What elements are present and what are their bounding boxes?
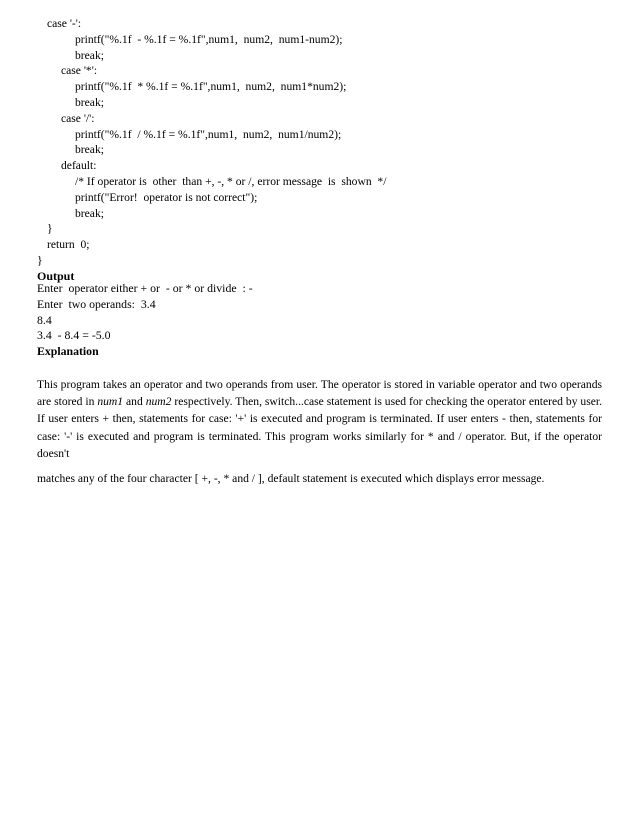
variable-name: num2 xyxy=(145,395,172,409)
code-line: break; xyxy=(75,95,104,109)
code-line: case '*': xyxy=(61,64,98,78)
code-line: printf("%.1f * %.1f = %.1f",num1, num2, num1*num2); xyxy=(75,80,347,94)
code-line: break; xyxy=(75,143,104,157)
output-heading: Output xyxy=(37,268,75,283)
code-listing xyxy=(37,16,597,285)
code-line: } xyxy=(47,222,53,236)
explanation-paragraph: This program takes an operator and two operands from user. The operator is stored in variable operator and two operands are stored in num1 and num2 respectively. Then, switch...case statement is used for checking the operator entered by user. If user enters + then, statements for case: '+' is executed and program is terminated. If user enters - then, statements for case: '-' is executed and program is terminated. This program works similarly for * and / operator. But, if the operator doesn't xyxy=(37,378,602,460)
code-line: default: xyxy=(61,159,97,173)
output-line: 8.4 xyxy=(37,312,52,327)
output-line: 3.4 - 8.4 = -5.0 xyxy=(37,328,111,343)
variable-name: num1 xyxy=(97,395,124,409)
code-line: case '-': xyxy=(47,17,82,30)
explanation-paragraph: matches any of the four character [ +, -, * and / ], default statement is executed which displays error message. xyxy=(37,472,545,486)
code-line: return 0; xyxy=(47,238,90,252)
output-line: Enter operator either + or - or * or divide : - xyxy=(37,281,253,295)
code-line: break; xyxy=(75,48,104,62)
code-line: case '/': xyxy=(61,111,95,125)
code-line: printf("%.1f / %.1f = %.1f",num1, num2, num1/num2); xyxy=(75,127,342,141)
output-line: Enter two operands: 3.4 xyxy=(37,296,156,311)
explanation-section xyxy=(37,376,602,487)
code-line: printf("%.1f - %.1f = %.1f",num1, num2, num1-num2); xyxy=(75,32,343,46)
code-line: /* If operator is other than +, -, * or /, error message is shown */ xyxy=(75,174,387,188)
code-line: break; xyxy=(75,206,104,220)
explanation-heading: Explanation xyxy=(37,344,99,359)
code-line: } xyxy=(37,253,43,267)
code-line: printf("Error! operator is not correct"); xyxy=(75,190,258,204)
output-section xyxy=(37,281,597,360)
